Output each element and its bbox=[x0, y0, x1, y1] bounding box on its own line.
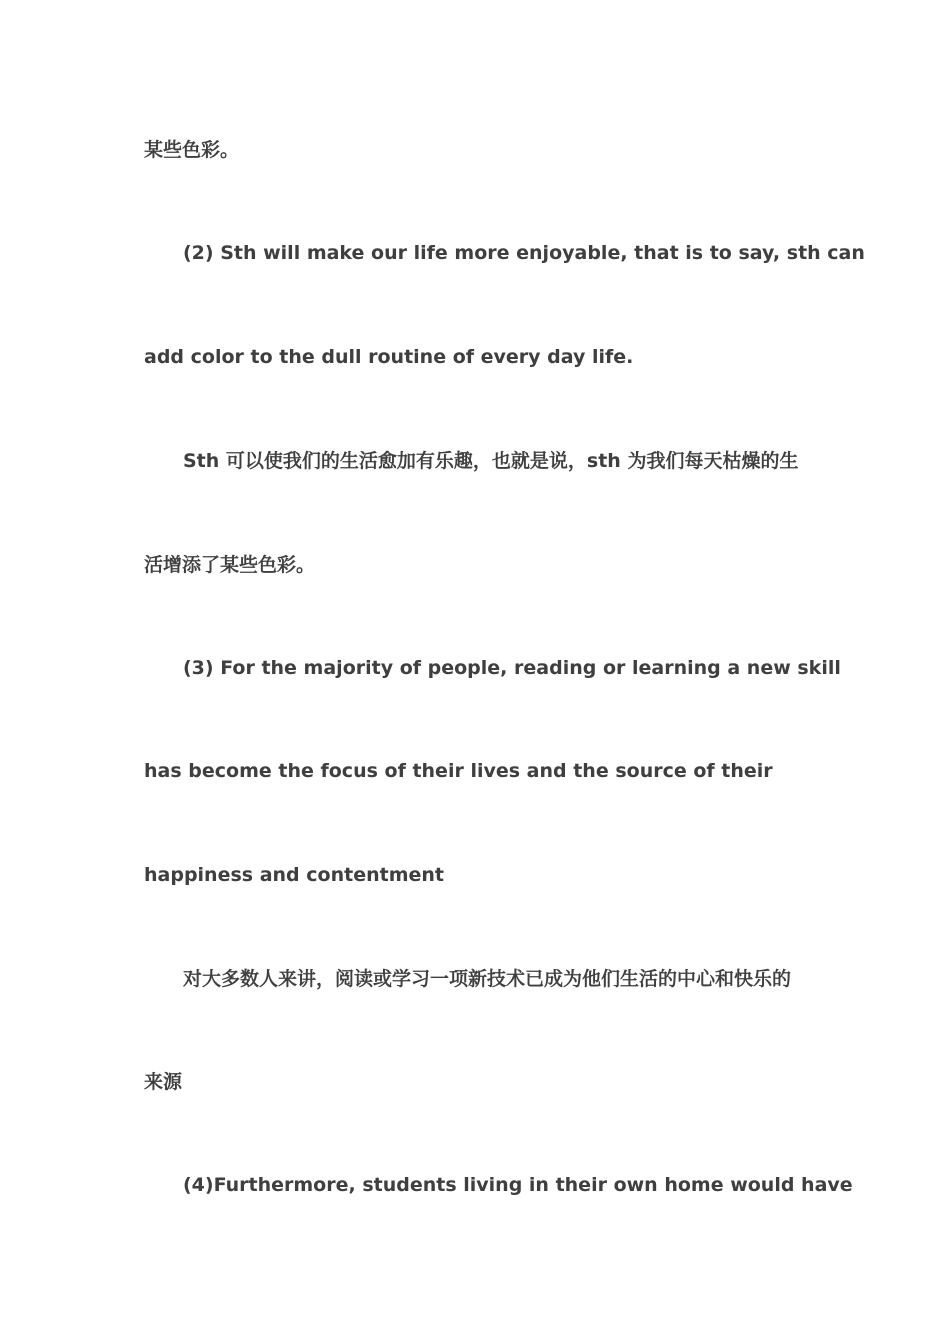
text-line-11: (4)Furthermore, students living in their own home would have bbox=[183, 1174, 853, 1196]
text-line-10: 来源 bbox=[144, 1071, 183, 1093]
text-line-3: add color to the dull routine of every day life. bbox=[144, 346, 634, 368]
text-line-7: has become the focus of their lives and the source of their bbox=[144, 760, 773, 782]
text-line-6: (3) For the majority of people, reading or learning a new skill bbox=[183, 657, 841, 679]
text-line-8: happiness and contentment bbox=[144, 864, 444, 886]
text-line-1: 某些色彩。 bbox=[144, 139, 240, 161]
text-line-9: 对大多数人来讲，阅读或学习一项新技术已成为他们生活的中心和快乐的 bbox=[183, 968, 792, 990]
text-line-4: Sth 可以使我们的生活愈加有乐趣，也就是说，sth 为我们每天枯燥的生 bbox=[183, 450, 799, 472]
text-line-2: (2) Sth will make our life more enjoyable, that is to say, sth can bbox=[183, 242, 865, 264]
text-line-5: 活增添了某些色彩。 bbox=[144, 554, 316, 576]
